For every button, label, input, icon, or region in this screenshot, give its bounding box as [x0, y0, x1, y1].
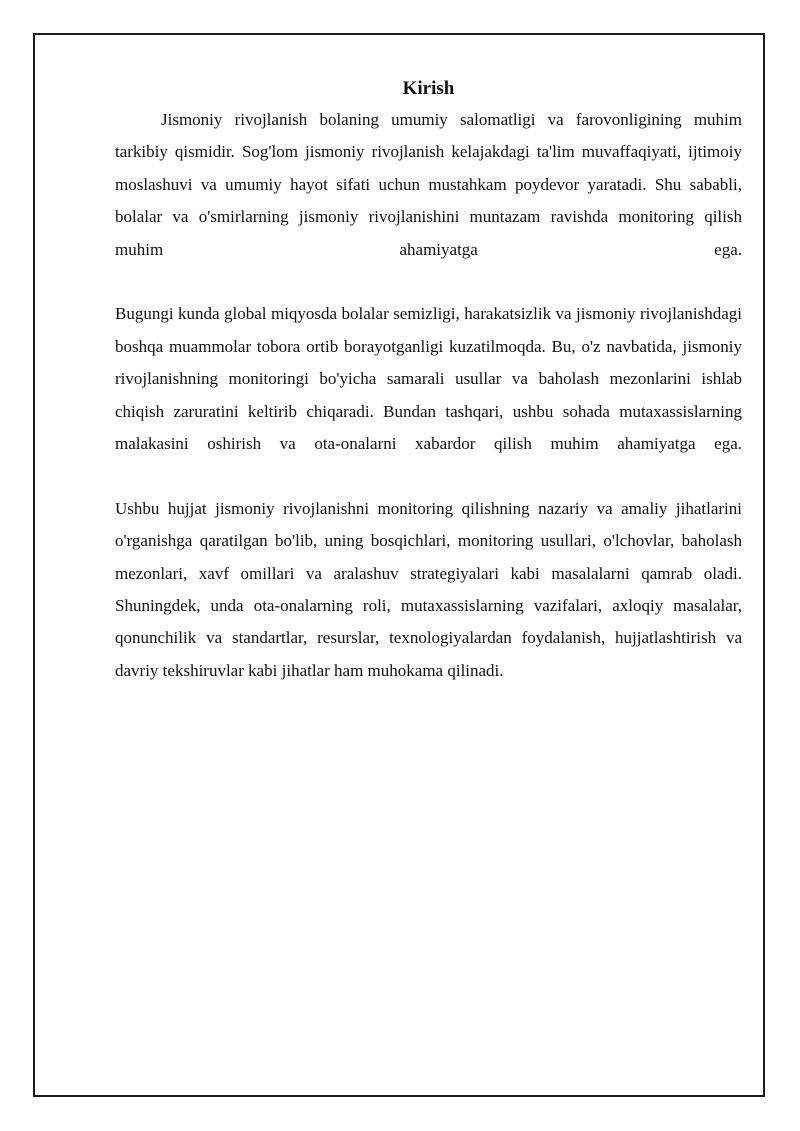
paragraph-scope: Ushbu hujjat jismoniy rivojlanishni monitoring qilishning nazariy va amaliy jihatlarini o'rganishga qaratilgan bo'lib, uning bosqichlari, monitoring usullari, o'lchovlar, baholash mezonlari, xavf omillari va aralashuv strategiyalari kabi masalalarni qamrab oladi. Shuningdek, unda ota-onalarning roli, mutaxassislarning vazifalari, axloqiy masalalar, qonunchilik va standartlar, resurslar, texnologiyalardan foydalanish, hujjatlashtirish va davriy tekshiruvlar kabi jihatlar ham muhokama qilinadi.: [115, 498, 742, 680]
page-title: Kirish: [402, 78, 455, 99]
paragraph-intro: Jismoniy rivojlanish bolaning umumiy salomatligi va farovonligining muhim tarkibiy qismidir. Sog'lom jismoniy rivojlanish kelajakdagi ta'lim muvaffaqiyati, ijtimoiy moslashuvi va umumiy hayot sifati uchun mustahkam poydevor yaratadi. Shu sababli, bolalar va o'smirlarning jismoniy rivojlanishini muntazam ravishda monitoring qilish muhim ahamiyatga ega.: [115, 110, 742, 259]
paragraph-spacer: [115, 266, 742, 298]
document-body: [115, 74, 742, 687]
paragraph-spacer: [115, 460, 742, 492]
paragraph-problems: Bugungi kunda global miqyosda bolalar semizligi, harakatsizlik va jismoniy rivojlanishdagi boshqa muammolar tobora ortib borayotganligi kuzatilmoqda. Bu, o'z navbatida, jismoniy rivojlanishning monitoringi bo'yicha samarali usullar va baholash mezonlarini ishlab chiqish zaruratini keltirib chiqaradi. Bundan tashqari, ushbu sohada mutaxassislarning malakasini oshirish va ota-onalarni xabardor qilish muhim ahamiyatga ega.: [115, 304, 742, 454]
